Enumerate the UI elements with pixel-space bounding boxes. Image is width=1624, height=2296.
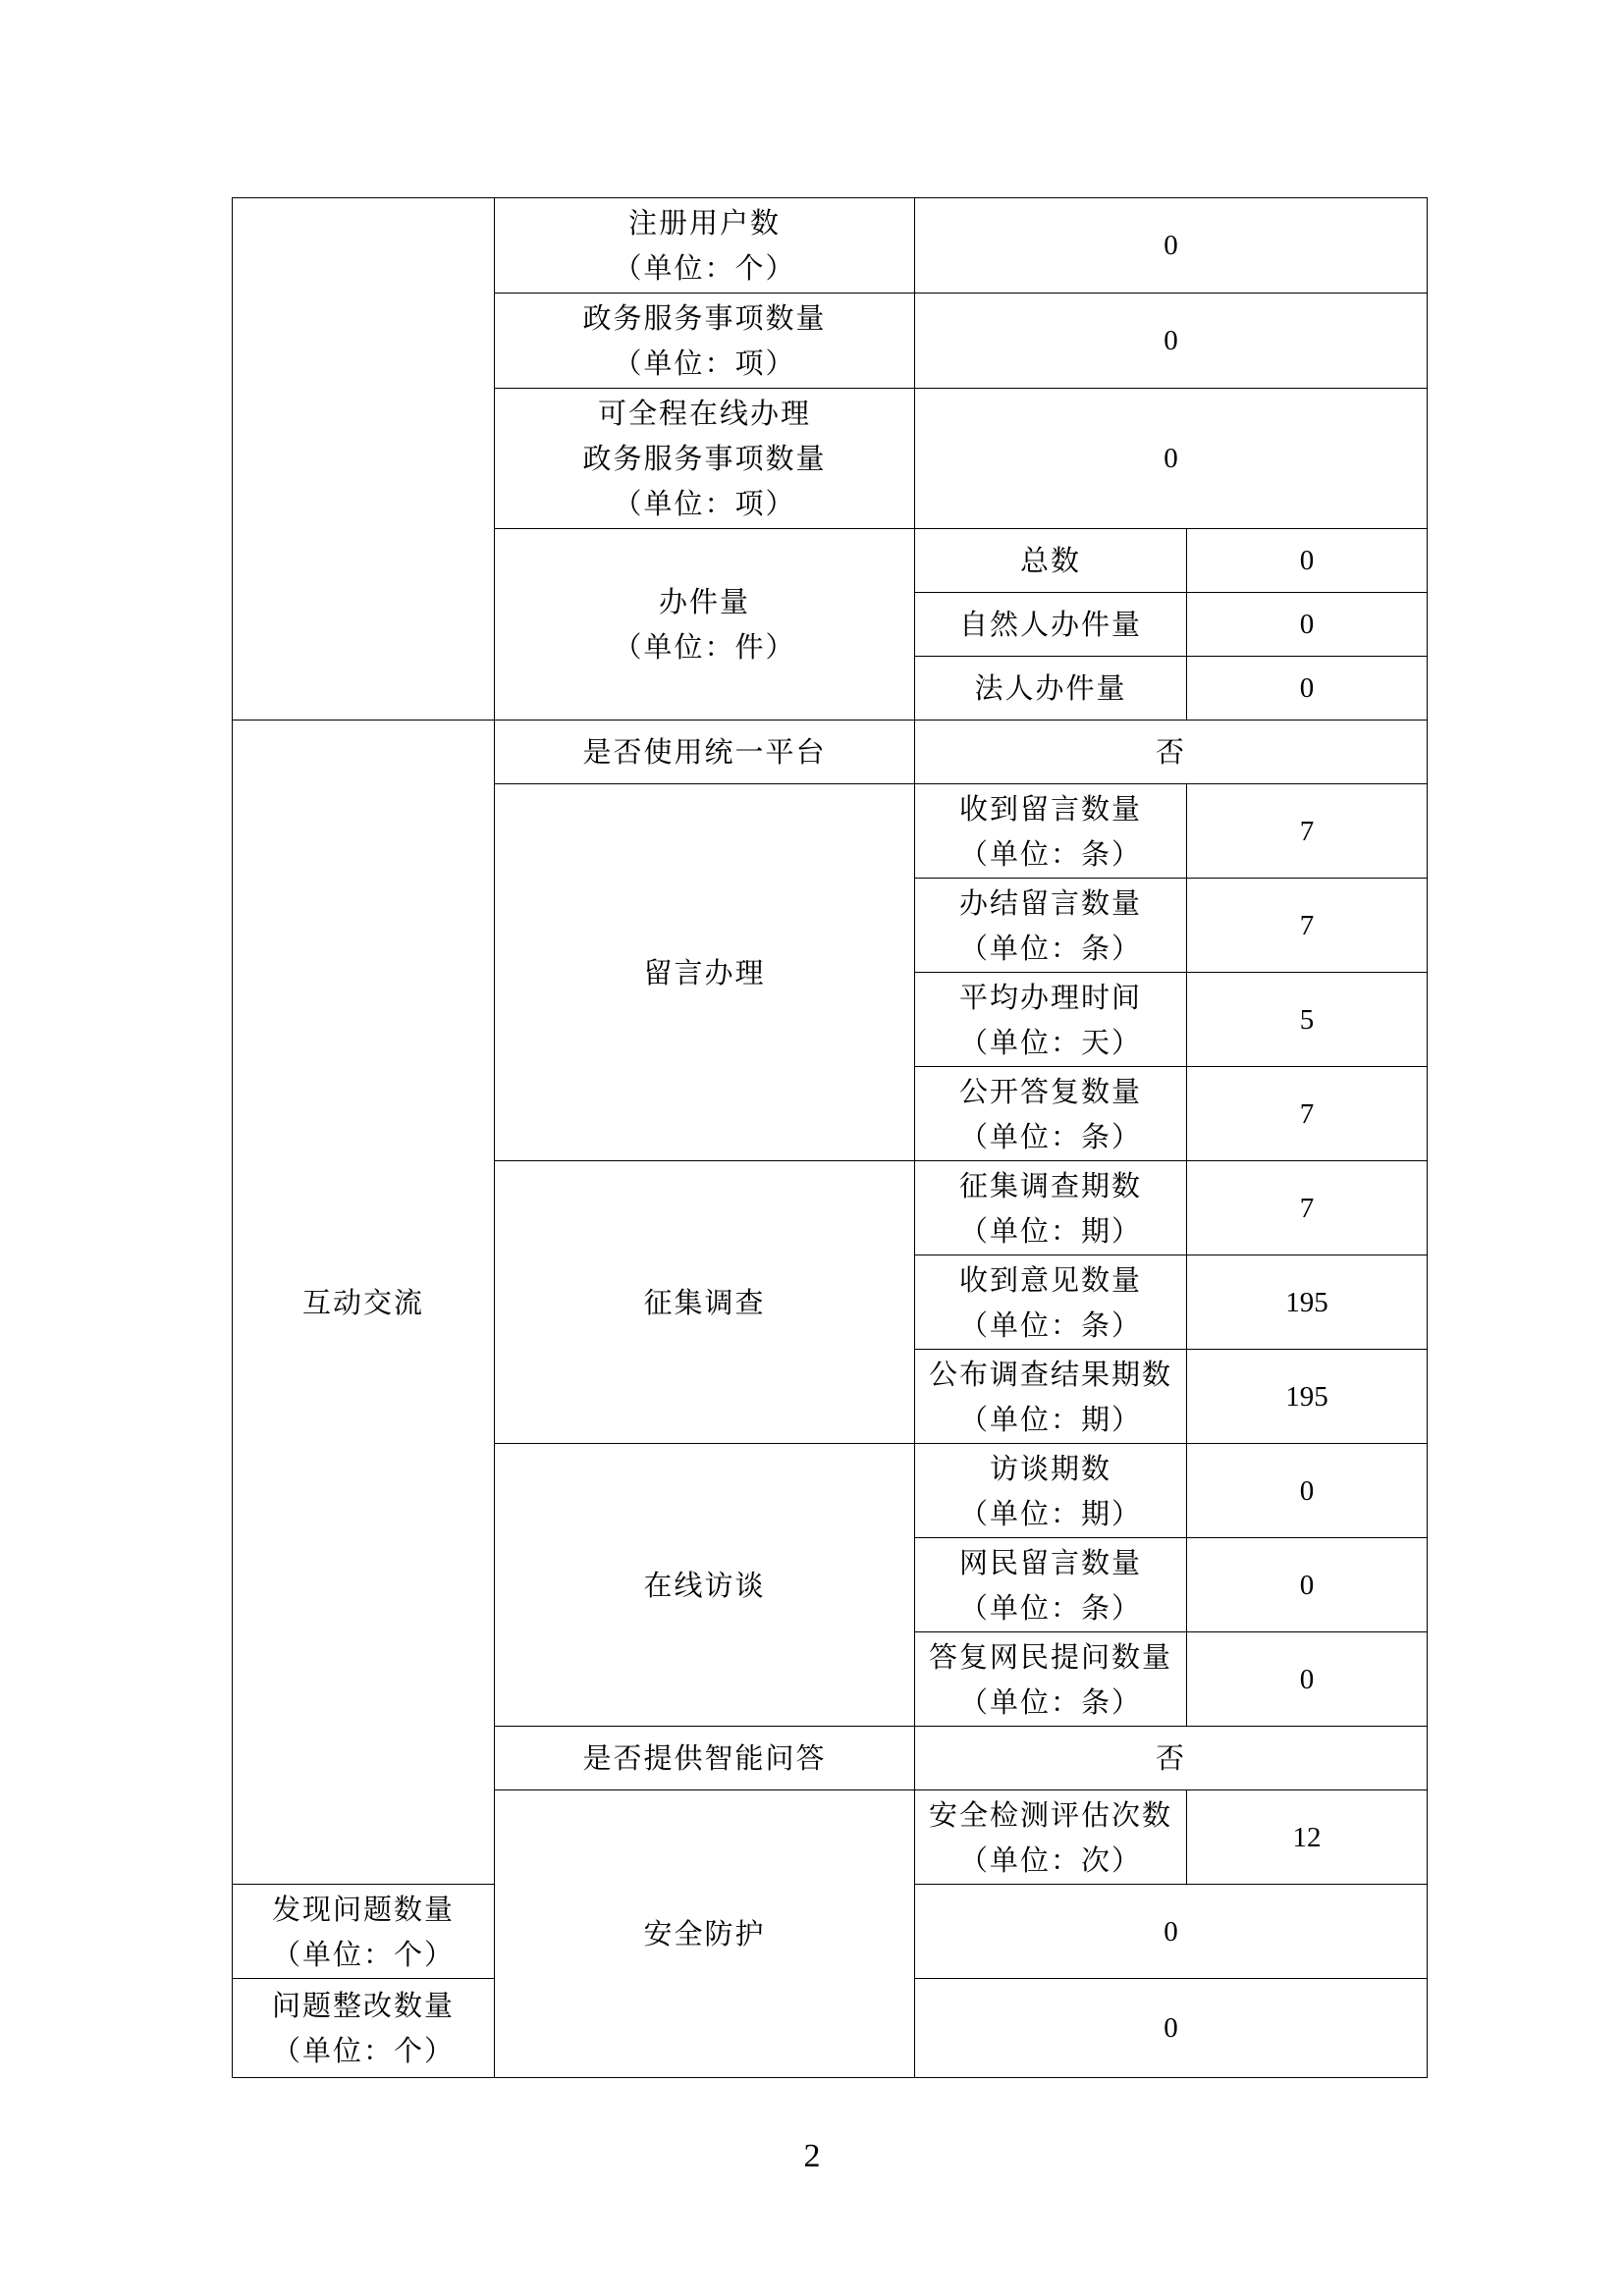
table-row [233, 198, 1428, 294]
sub-value: 7 [1187, 1067, 1428, 1161]
page-number: 2 [803, 2138, 821, 2174]
row-label: 可全程在线办理 政务服务事项数量 （单位：项） [495, 389, 915, 529]
group-label-messages: 留言办理 [495, 784, 915, 1161]
row-label: 政务服务事项数量 （单位：项） [495, 294, 915, 389]
group-label-survey: 征集调查 [495, 1161, 915, 1444]
sub-label: 收到意见数量 （单位：条） [915, 1255, 1187, 1350]
category-security: 安全防护 [495, 1790, 915, 2078]
row-label: 安全检测评估次数 （单位：次） [915, 1790, 1187, 1885]
sub-label: 征集调查期数 （单位：期） [915, 1161, 1187, 1255]
sub-value: 0 [1187, 529, 1428, 593]
sub-label: 公布调查结果期数 （单位：期） [915, 1350, 1187, 1444]
sub-value: 0 [1187, 657, 1428, 721]
category-interaction: 互动交流 [233, 721, 495, 1885]
sub-value: 0 [1187, 1444, 1428, 1538]
sub-label: 网民留言数量 （单位：条） [915, 1538, 1187, 1632]
sub-value: 7 [1187, 1161, 1428, 1255]
row-label: 发现问题数量 （单位：个） [233, 1885, 495, 1979]
table-row [233, 721, 1428, 784]
sub-value: 5 [1187, 973, 1428, 1067]
sub-value: 7 [1187, 784, 1428, 879]
sub-label: 办结留言数量 （单位：条） [915, 879, 1187, 973]
row-value: 0 [915, 389, 1428, 529]
group-label-interview: 在线访谈 [495, 1444, 915, 1727]
row-value: 12 [1187, 1790, 1428, 1885]
sub-label: 平均办理时间 （单位：天） [915, 973, 1187, 1067]
sub-label: 总数 [915, 529, 1187, 593]
row-label: 注册用户数 （单位：个） [495, 198, 915, 294]
row-value: 否 [915, 721, 1428, 784]
sub-label: 自然人办件量 [915, 593, 1187, 657]
sub-label: 收到留言数量 （单位：条） [915, 784, 1187, 879]
row-label: 是否提供智能问答 [495, 1727, 915, 1790]
row-value: 0 [915, 1979, 1428, 2078]
statistics-table [232, 197, 1428, 2078]
sub-value: 0 [1187, 1632, 1428, 1727]
row-value: 0 [915, 294, 1428, 389]
sub-value: 0 [1187, 1538, 1428, 1632]
sub-value: 0 [1187, 593, 1428, 657]
sub-value: 7 [1187, 879, 1428, 973]
sub-label: 访谈期数 （单位：期） [915, 1444, 1187, 1538]
sub-value: 195 [1187, 1350, 1428, 1444]
row-value: 0 [915, 198, 1428, 294]
sub-label: 法人办件量 [915, 657, 1187, 721]
row-value: 0 [915, 1885, 1428, 1979]
category-cell-continued [233, 198, 495, 721]
sub-label: 答复网民提问数量 （单位：条） [915, 1632, 1187, 1727]
row-label: 办件量 （单位：件） [495, 529, 915, 721]
sub-value: 195 [1187, 1255, 1428, 1350]
row-label: 问题整改数量 （单位：个） [233, 1979, 495, 2078]
sub-label: 公开答复数量 （单位：条） [915, 1067, 1187, 1161]
row-value: 否 [915, 1727, 1428, 1790]
row-label: 是否使用统一平台 [495, 721, 915, 784]
